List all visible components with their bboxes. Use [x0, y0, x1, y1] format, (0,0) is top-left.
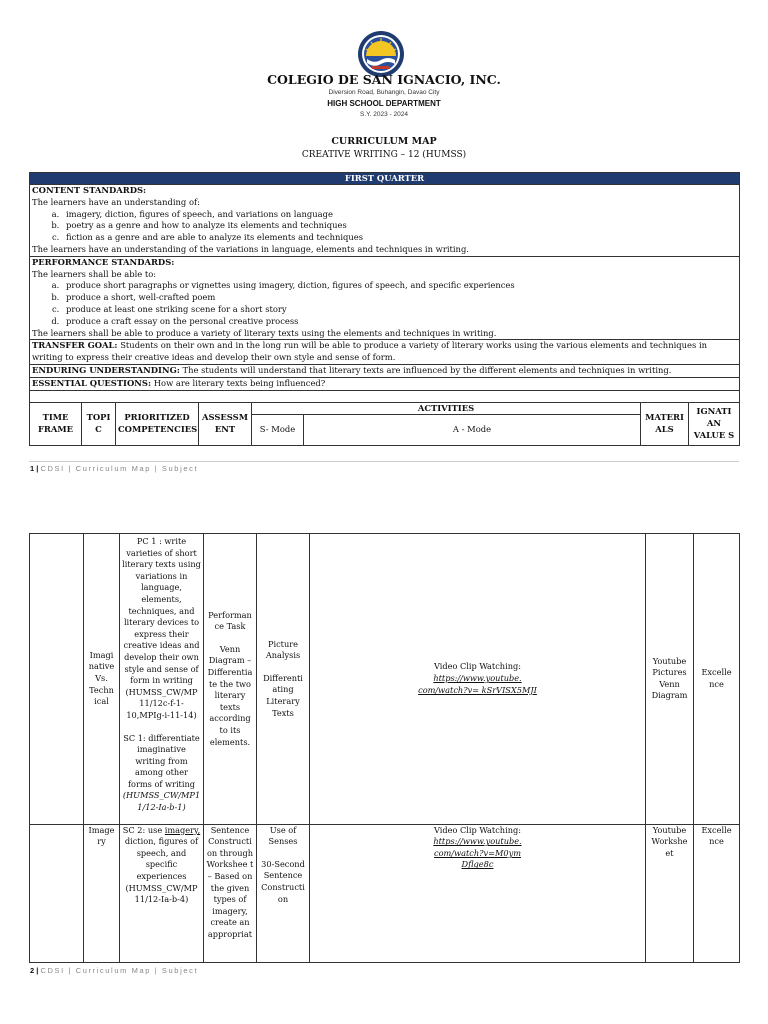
- row2-s-mode-2: 30-Second Sentence Constructi on: [261, 858, 305, 904]
- row1-assessment-1: Performan ce Task: [208, 609, 252, 632]
- col-time-frame: TIME FRAME: [30, 402, 82, 446]
- col-assessment: ASSESSM ENT: [199, 402, 252, 446]
- row1-assessment-2: Venn Diagram – Differentia te the two literary texts according to its elements.: [207, 643, 253, 747]
- list-item: b. produce a short, well-crafted poem: [62, 292, 737, 304]
- content-standards-closing: The learners have an understanding of the variations in language, elements and techniques in writing.: [32, 243, 469, 254]
- performance-standards-intro: The learners shall be able to:: [32, 268, 157, 279]
- document-title: CURRICULUM MAP: [331, 136, 437, 147]
- spacer-row: [30, 390, 740, 402]
- enduring-understanding: [30, 364, 740, 377]
- subject-title: CREATIVE WRITING – 12 (HUMSS): [301, 150, 467, 160]
- col-a-mode: A - Mode: [304, 415, 641, 446]
- footer-text: CDSI | Curriculum Map | Subject: [40, 464, 199, 473]
- content-standards-label: CONTENT STANDARDS:: [32, 185, 147, 195]
- col-activities: ACTIVITIES: [252, 402, 641, 415]
- row2-topic: Image ry: [84, 824, 120, 962]
- row1-s-mode: [257, 534, 310, 825]
- list-item: c. fiction as a genre and are able to analyze its elements and techniques: [62, 232, 737, 244]
- row2-values: Excelle nce: [694, 824, 740, 962]
- essential-questions: [30, 377, 740, 390]
- row1-competency-2-code: (HUMSS_CW/MP1 1/12-Ia-b-1): [122, 790, 201, 813]
- row1-assessment: [204, 534, 257, 825]
- footer-divider: [29, 461, 739, 462]
- col-topic: TOPI C: [82, 402, 116, 446]
- row1-video-link[interactable]: https://www.youtube. com/watch?v= kSrVISX5MJI: [418, 673, 537, 695]
- row1-s-mode-2: Differenti ating Literary Texts: [263, 672, 303, 718]
- essential-text: How are literary texts being influenced?: [151, 377, 326, 388]
- enduring-text: The students will understand that literary texts are influenced by the different elements and techniques in writing.: [179, 364, 672, 375]
- performance-standards-label: PERFORMANCE STANDARDS:: [32, 256, 175, 267]
- row1-competency-1: PC 1 : write varieties of short literary texts using variations in language, elements, techniques, and literary devices to express their creative ideas and develop their own style and sense of form in writing (HUMSS_CW/MP 11/12c-f-1-10,MPIg-i-11-14): [122, 536, 201, 720]
- page-footer-2: 2 | CDSI | Curriculum Map | Subject: [30, 966, 199, 975]
- col-competencies: PRIORITIZED COMPETENCIES: [116, 402, 199, 446]
- content-standards: [30, 185, 740, 257]
- col-materials: MATERI ALS: [641, 402, 689, 446]
- curriculum-standards-table: [29, 172, 740, 446]
- row2-materials: Youtube Workshe et: [646, 824, 694, 962]
- school-seal-logo: [356, 30, 406, 78]
- page-number: 1: [30, 464, 35, 473]
- row1-a-mode: [310, 534, 646, 825]
- list-item: a. imagery, diction, figures of speech, and variations on language: [62, 209, 737, 221]
- row2-s-mode: [257, 824, 310, 962]
- department-name: HIGH SCHOOL DEPARTMENT: [327, 99, 441, 108]
- row1-s-mode-1: Picture Analysis: [265, 638, 301, 661]
- list-item: d. produce a craft essay on the personal creative process: [62, 316, 737, 328]
- essential-label: ESSENTIAL QUESTIONS:: [32, 377, 152, 388]
- table-row: [30, 824, 740, 962]
- school-year: S.Y. 2023 - 2024: [360, 111, 408, 118]
- row1-time-frame: [30, 534, 84, 825]
- transfer-goal-label: TRANSFER GOAL:: [32, 340, 118, 351]
- transfer-goal: [30, 340, 740, 365]
- table-row: [30, 534, 740, 825]
- content-standards-list: [32, 209, 737, 244]
- school-address: Diversion Road, Buhangin, Davao City: [328, 89, 440, 96]
- footer-text-2: CDSI | Curriculum Map | Subject: [40, 966, 199, 975]
- col-values: IGNATI AN VALUE S: [689, 402, 740, 446]
- row1-a-mode-label: Video Clip Watching:: [434, 661, 521, 672]
- row2-s-mode-1: Use of Senses: [268, 824, 298, 847]
- performance-standards: [30, 256, 740, 340]
- row1-values: Excelle nce: [694, 534, 740, 825]
- row2-comp-pre: SC 2: use: [122, 824, 165, 835]
- row2-competencies: [120, 824, 204, 962]
- performance-standards-list: [32, 280, 737, 327]
- page-number-2: 2: [30, 966, 35, 975]
- quarter-header: FIRST QUARTER: [30, 173, 740, 185]
- transfer-goal-text: Students on their own and in the long run will be able to produce a variety of literary works using the various elements and techniques in writing to express their creative ideas and develop their own style and sense of form.: [32, 340, 708, 363]
- school-name: COLEGIO DE SAN IGNACIO, INC.: [267, 72, 501, 87]
- row2-comp-post: diction, figures of speech, and specific experiences (HUMSS_CW/MP 11/12-Ia-b-4): [124, 836, 199, 905]
- row1-materials: Youtube Pictures Venn Diagram: [646, 534, 694, 825]
- page-footer: 1 | CDSI | Curriculum Map | Subject: [30, 464, 199, 473]
- enduring-label: ENDURING UNDERSTANDING:: [32, 364, 180, 375]
- list-item: b. poetry as a genre and how to analyze its elements and techniques: [62, 220, 737, 232]
- row2-a-mode: [310, 824, 646, 962]
- row1-competencies: [120, 534, 204, 825]
- row2-time-frame: [30, 824, 84, 962]
- row2-video-link[interactable]: https://www.youtube. com/watch?v=M0ym Dflge8c: [433, 836, 522, 870]
- row1-topic: Imagi native Vs. Techn ical: [84, 534, 120, 825]
- row2-a-mode-label: Video Clip Watching:: [434, 824, 521, 835]
- row2-comp-underlined: imagery,: [164, 824, 201, 835]
- list-item: a. produce short paragraphs or vignettes using imagery, diction, figures of speech, and specific experiences: [62, 280, 737, 292]
- row2-assessment: Sentence Constructi on through Workshee t – Based on the given types of imagery, create an appropriat: [204, 824, 257, 962]
- list-item: c. produce at least one striking scene for a short story: [62, 304, 737, 316]
- curriculum-map-table: [29, 533, 740, 963]
- row1-competency-2: SC 1: differentiate imaginative writing from among other forms of writing: [123, 732, 200, 789]
- content-standards-intro: The learners have an understanding of:: [32, 196, 200, 207]
- col-s-mode: S- Mode: [252, 415, 304, 446]
- performance-standards-closing: The learners shall be able to produce a variety of literary texts using the elements and techniques in writing.: [32, 327, 497, 338]
